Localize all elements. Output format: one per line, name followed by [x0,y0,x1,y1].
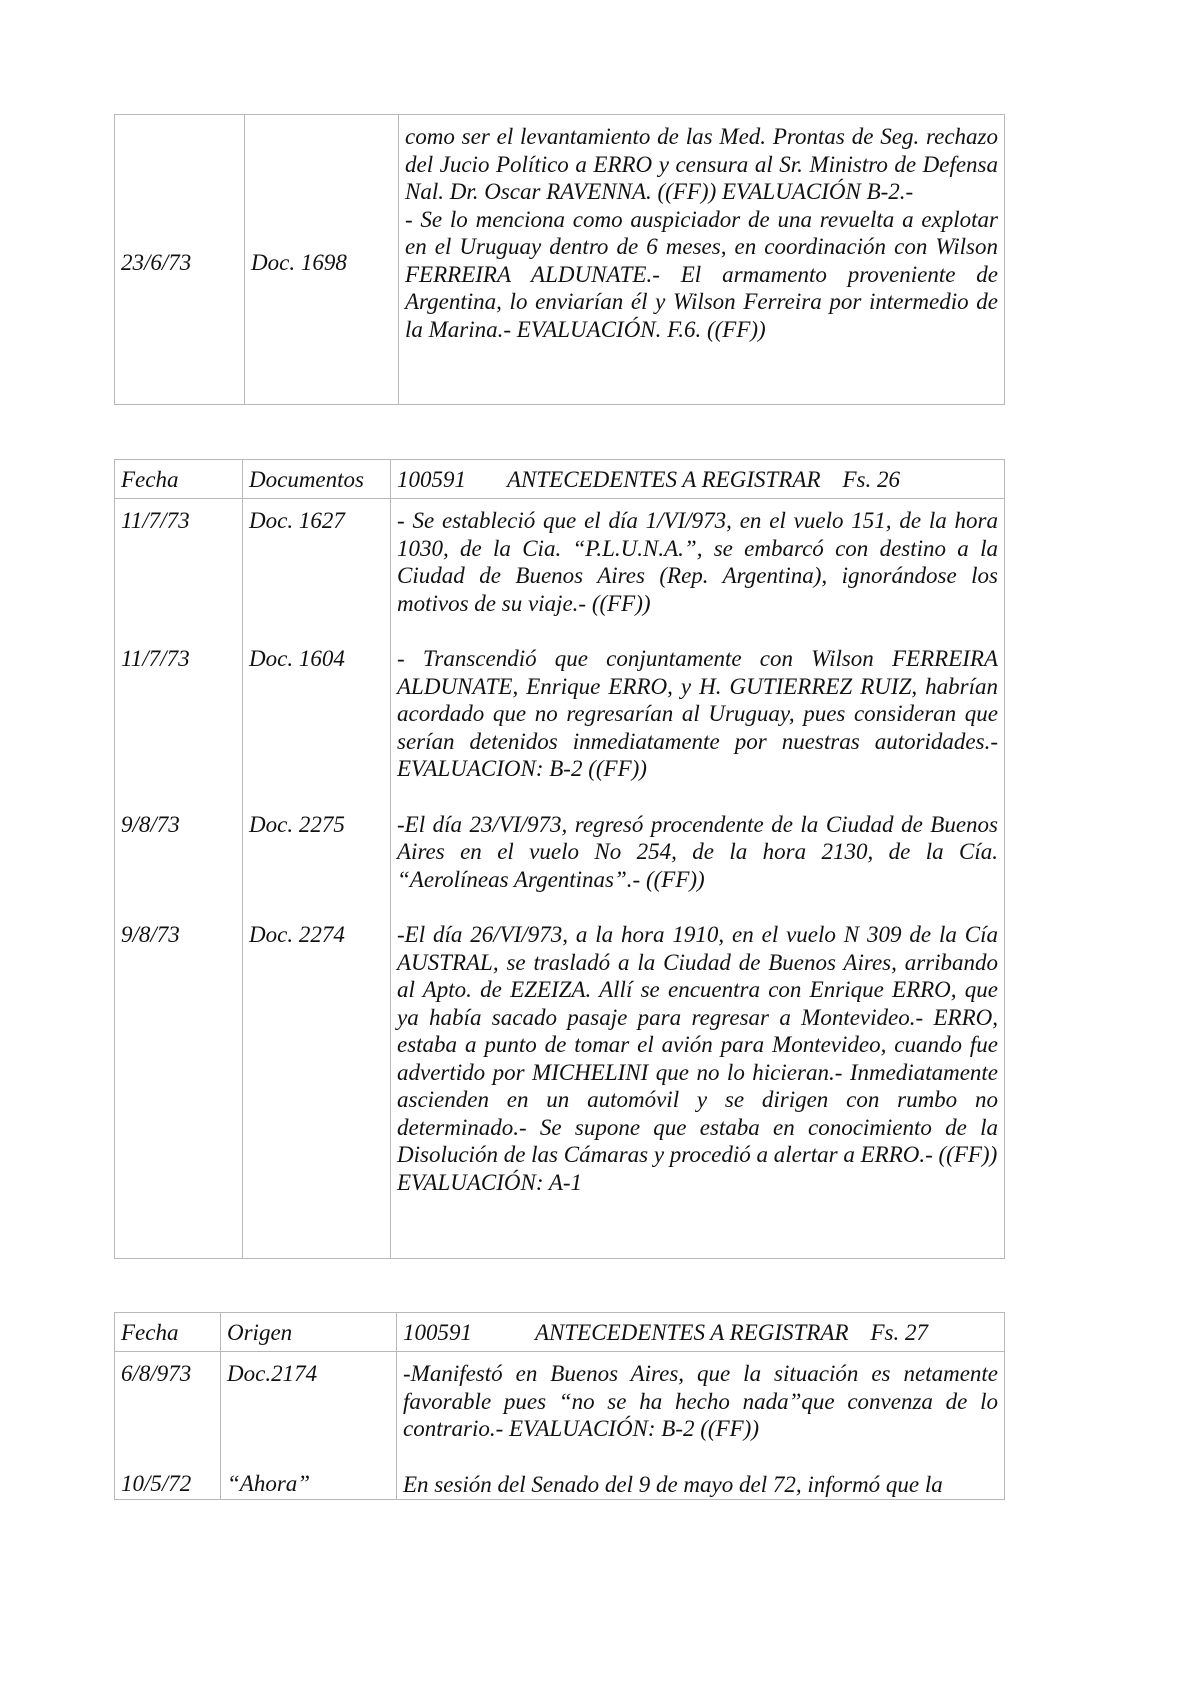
entry-date: 9/8/73 [121,922,180,947]
column-header-title [391,460,1005,499]
column-header-date: Fecha [115,1313,221,1352]
entry-text: como ser el levantamiento de las Med. Prontas de Seg. rechazo del Jucio Político a ERRO y censura al Sr. Ministro de Defensa Nal. Dr. Oscar RAVENNA. ((FF)) EVALUACIÓN B-2.- [405,124,998,204]
column-header-date: Fecha [115,460,243,499]
entry-document: Doc. 1698 [251,249,347,275]
date-cell [115,115,245,405]
date-cell [115,1352,221,1500]
details-cell [397,1352,1005,1500]
column-header-title [397,1313,1005,1352]
document-cell [243,499,391,1259]
entry-document: Doc. 1627 [249,508,345,533]
entry-text: - Se lo menciona como auspiciador de una revuelta a explotar en el Uruguay dentro de 6 meses, en coordinación con Wilson FERREIRA ALDUNATE.- El armamento proveniente de Argentina, lo enviarían él y Wilson Ferreira por intermedio de la Marina.- EVALUACIÓN. F.6. ((FF)) [405,206,998,342]
section-title: ANTECEDENTES A REGISTRAR [535,1320,849,1345]
file-number: 100591 [403,1320,472,1345]
file-number: 100591 [397,467,466,492]
entry-text: -Manifestó en Buenos Aires, que la situación es netamente favorable pues “no se ha hecho nada”que convenza de lo contrario.- EVALUACIÓN: B-2 ((FF)) [403,1361,998,1441]
record-table-continued [114,114,1005,405]
evaluation-text: EVALUACIÓN: A-1 [397,1169,583,1195]
details-cell [399,115,1005,405]
table-header-row [115,460,1005,499]
document-cell [245,115,399,405]
record-table-fs27 [114,1312,1005,1500]
entry-text: - Se estableció que el día 1/VI/973, en el vuelo 151, de la hora 1030, de la Cia. “P.L.U.N.A.”, se embarcó con destino a la Ciudad de Buenos Aires (Rep. Argentina), ignorándose los motivos de su viaje.- ((FF)) [397,508,998,616]
table-header-row [115,1313,1005,1352]
entry-text: -El día 26/VI/973, a la hora 1910, en el vuelo N 309 de la Cía AUSTRAL, se trasladó a la Ciudad de Buenos Aires, arribando al Apto. de EZEIZA. Allí se encuentra con Enrique ERRO, que ya había sacado pasaje para regresar a Montevideo.- ERRO, estaba a punto de tomar el avión para Montevideo, cuando fue advertido por MICHELINI que no lo hicieran.- Inmediatamente ascienden en un automóvil y se dirigen con rumbo no determinado.- Se supone que estaba en conocimiento de la Disolución de las Cámaras y procedió a alertar a ERRO.- ((FF)) [397,922,998,1167]
table-row [115,1352,1005,1500]
entry-date: 6/8/973 [121,1361,192,1386]
date-cell [115,499,243,1259]
table-row [115,115,1005,405]
entry-text: En sesión del Senado del 9 de mayo del 72, informó que la [403,1471,943,1497]
table-row [115,499,1005,1259]
record-table-fs26 [114,459,1005,1259]
origin-cell [221,1352,397,1500]
folio-number: Fs. 26 [842,467,900,492]
folio-number: Fs. 27 [870,1320,928,1345]
entry-document: Doc. 2275 [249,812,345,837]
entry-date: 23/6/73 [121,249,192,275]
column-header-origin: Origen [221,1313,397,1352]
column-header-documents: Documentos [243,460,391,499]
entry-origin: “Ahora” [227,1471,311,1496]
entry-date: 11/7/73 [121,508,190,533]
entry-text: -El día 23/VI/973, regresó procendente de la Ciudad de Buenos Aires en el vuelo No 254, de la hora 2130, de la Cía. “Aerolíneas Argentinas”.- ((FF)) [397,811,998,892]
entry-date: 9/8/73 [121,812,180,837]
entry-date: 11/7/73 [121,646,190,671]
entry-document: Doc. 2274 [249,922,345,947]
entry-text: - Transcendió que conjuntamente con Wilson FERREIRA ALDUNATE, Enrique ERRO, y H. GUTIERREZ RUIZ, habrían acordado que no regresarían al Uruguay, pues consideran que serían detenidos inmediatamente por nuestras autoridades.- EVALUACION: B-2 ((FF)) [397,646,998,781]
details-cell [391,499,1005,1259]
section-title: ANTECEDENTES A REGISTRAR [507,467,821,492]
entry-date: 10/5/72 [121,1471,192,1496]
entry-document: Doc. 1604 [249,646,345,671]
entry-origin: Doc.2174 [227,1361,318,1386]
